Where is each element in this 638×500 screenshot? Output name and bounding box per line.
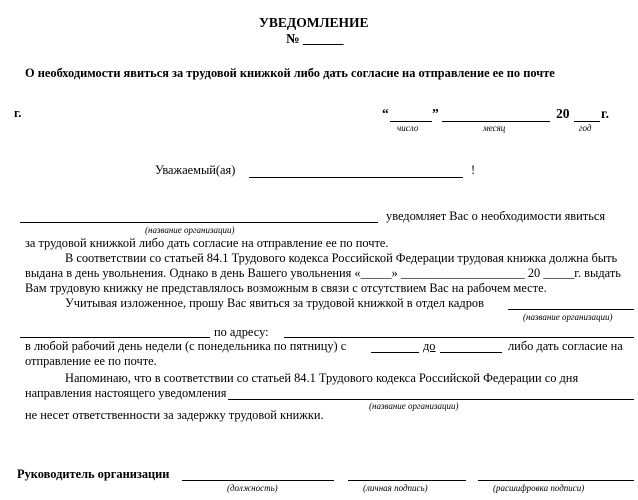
- org-name-caption: (название организации): [145, 225, 235, 235]
- body-line-5: Учитывая изложенное, прошу Вас явиться за трудовой книжкой в отдел кадров: [65, 296, 484, 310]
- signature-line: [348, 480, 466, 481]
- date-year-line: [574, 121, 600, 122]
- body-line-1: за трудовой книжкой либо дать согласие на отправление ее по почте.: [25, 236, 389, 250]
- position-caption: (должность): [227, 483, 278, 493]
- greeting-end: !: [471, 163, 476, 177]
- notice-org-line: [228, 399, 634, 400]
- body-line-9: Напоминаю, что в соответствии со статьей 84.1 Трудового кодекса Российской Федерации со дня: [65, 371, 579, 385]
- date-month-caption: месяц: [483, 123, 506, 133]
- hr-dept-line: [508, 309, 634, 310]
- body-line-11: не несет ответственности за задержку трудовой книжки.: [25, 408, 324, 422]
- time-to-label: до: [423, 339, 436, 353]
- hr-dept-caption: (название организации): [523, 312, 613, 322]
- notice-org-caption: (название организации): [369, 401, 459, 411]
- greeting-name-line: [249, 177, 463, 178]
- decoding-line: [478, 480, 634, 481]
- body-line-8: отправление ее по почте.: [25, 354, 157, 368]
- city-prefix: г.: [14, 106, 22, 120]
- decoding-caption: (расшифровка подписи): [493, 483, 585, 493]
- address-label: по адресу:: [214, 325, 269, 339]
- body-line-3: выдана в день увольнения. Однако в день Вашего увольнения «_____» ____________________ 20 _____г. выдать: [25, 266, 621, 280]
- body-line-2: В соответствии со статьей 84.1 Трудового кодекса Российской Федерации трудовая книжка должна быть: [65, 251, 618, 265]
- date-month-line: [442, 121, 550, 122]
- body-line-7b: либо дать согласие на: [508, 339, 623, 353]
- address-line: [284, 337, 634, 338]
- date-open-quote: “: [382, 106, 389, 121]
- org-notify-text: уведомляет Вас о необходимости явиться: [386, 209, 606, 223]
- org-name-line: [20, 222, 378, 223]
- time-from-line: [371, 352, 419, 353]
- document-title: УВЕДОМЛЕНИЕ: [259, 15, 369, 30]
- greeting-label: Уважаемый(ая): [155, 163, 236, 177]
- date-day-line: [390, 121, 432, 122]
- body-line-10: направления настоящего уведомления: [25, 386, 227, 400]
- document-number: № ______: [286, 31, 344, 46]
- body-line-4: Вам трудовую книжку не представлялось возможным в связи с отсутствием Вас на рабочем месте.: [25, 281, 547, 295]
- date-year-suffix: г.: [601, 106, 609, 121]
- document-subject: О необходимости явиться за трудовой книжкой либо дать согласие на отправление ее по почте: [25, 66, 555, 80]
- date-close-quote: ”: [432, 106, 439, 121]
- address-org-line: [20, 337, 210, 338]
- position-line: [182, 480, 334, 481]
- signature-caption: (личная подпись): [363, 483, 428, 493]
- date-year-caption: год: [579, 123, 592, 133]
- time-to-line: [440, 352, 502, 353]
- signature-label: Руководитель организации: [17, 467, 170, 481]
- body-line-7a: в любой рабочий день недели (с понедельника по пятницу) с: [25, 339, 347, 353]
- date-year-prefix: 20: [556, 106, 570, 121]
- date-day-caption: число: [397, 123, 419, 133]
